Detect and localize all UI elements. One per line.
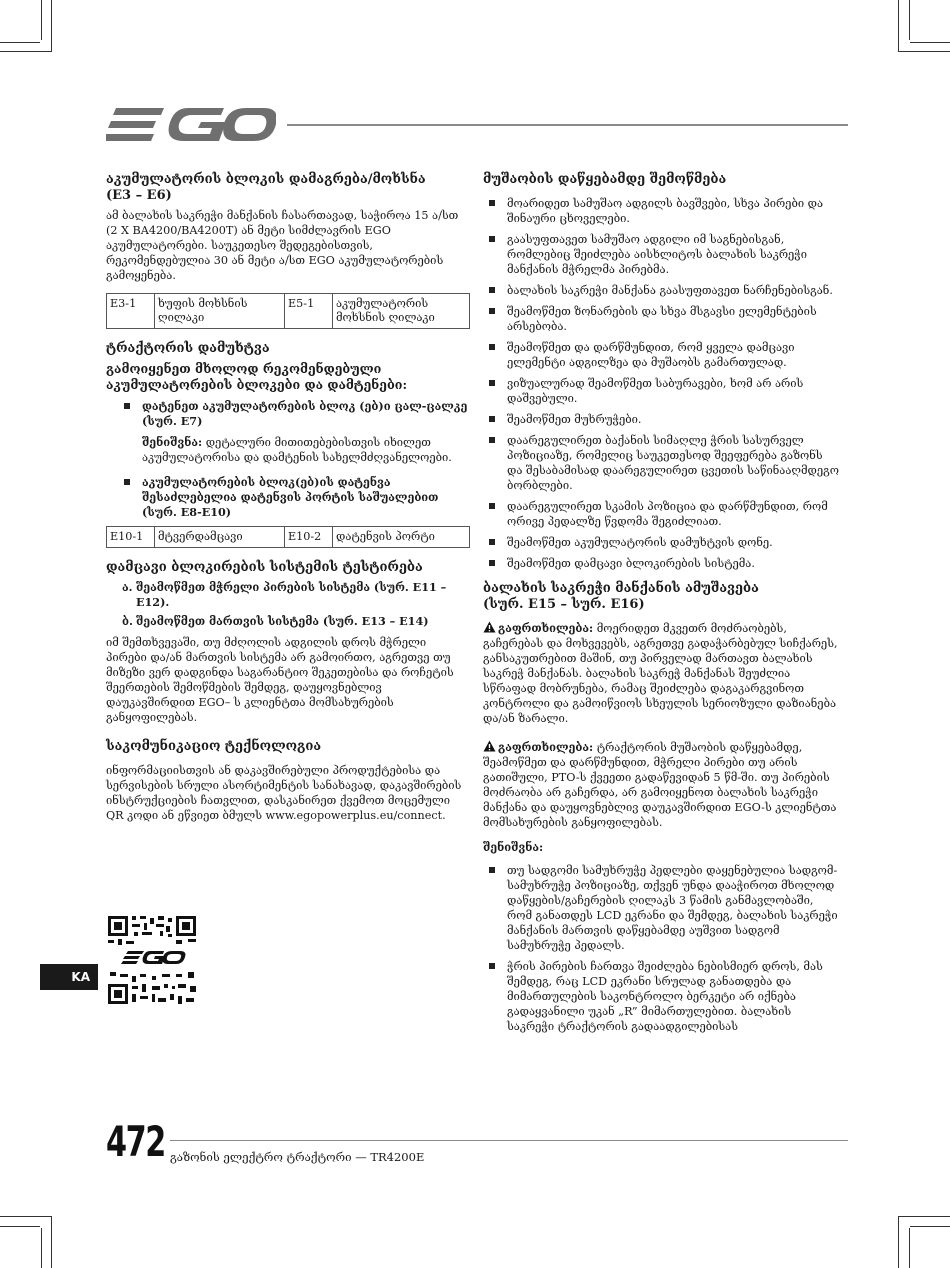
mower-start-title: ბალახის საკრეჭი მანქანის ამუშავება (სურ. E15 – სურ. E16) — [483, 581, 759, 612]
table-cell: ხუფის მოხსნის ღილაკი — [155, 294, 285, 329]
warning-triangle-icon — [483, 740, 496, 752]
table-cell: დატენვის პორტი — [333, 527, 470, 548]
warning-triangle-icon — [483, 621, 496, 633]
list-item: მოარიდეთ სამუშაო ადგილს ბავშვები, სხვა პირები და შინაური ცხოველები. — [483, 196, 841, 226]
list-item: შეამოწმეთ ზონარების და სხვა მსგავსი ელემენტების არსებობა. — [483, 304, 841, 334]
list-marker: ა. — [122, 580, 133, 594]
table-cell: E10-1 — [107, 527, 155, 548]
pre-start-check-title: მუშაობის დაწყებამდე შემოწმება — [483, 172, 727, 187]
charging-subtitle: გამოიყენეთ მხოლოდ რეკომენდებული აკუმულატორების ბლოკები და დამტენები: — [106, 361, 408, 392]
list-item-head: აკუმულატორების ბლოკ(ებ)ის დატენვა შესაძლებელია დატენვის პორტის საშუალებით (სურ. E8-E10) — [142, 475, 439, 519]
warning-label: გაფრთხილება: — [498, 621, 594, 635]
list-item-text: შეამოწმეთ მჭრელი პირების სისტემა (სურ. E11 – E12). — [136, 580, 447, 609]
warning-text: ტრაქტორის მუშაობის დაწყებამდე, შეამოწმეთ და დარწმუნდით, მჭრელი პირები თუ არის გათიშული, PTO-ს ქვეეთი გადაწევიდან 5 წმ-ში. თუ პირების მოძრაობა არ გაჩერდა, არ გამოიყენოთ ბალახის საკრეჭი მანქანა და დაუყოვნებლივ დაუკავშირდით EGO-ს კლიენტთა მომსახურების განყოფილებას. — [483, 741, 837, 829]
note-label: შენიშვნა: — [483, 840, 544, 854]
list-item: თუ სადგომი სამუხრუჭე პედლები დაყენებულია სადგომ-სამუხრუჭე პოზიციაზე, თქვენ უნდა დააჭიროთ მხოლოდ დაწყების/გაჩერების ღილაკს 3 წამის განმავლობაში, რომ განათდეს LCD ეკრანი და შემდეგ, ბალახის საკრეჭი მანქანის მართვის დაწყებამდე აუშვით სადგომ სამუხრუჭე პედალს. — [483, 863, 841, 953]
crop-mark — [41, 1228, 42, 1268]
pre-start-check-list — [483, 196, 841, 571]
ego-logo — [106, 104, 276, 144]
crop-mark — [898, 0, 899, 52]
list-item — [118, 399, 470, 465]
list-item — [118, 475, 470, 520]
list-item: შეამოწმეთ და დარწმუნდით, რომ ყველა დამცავი ელემენტი ადგილზეა და მუშაობს გამართულად. — [483, 340, 841, 370]
header-rule — [287, 124, 848, 126]
parts-table-e3 — [106, 293, 470, 329]
crop-mark — [51, 0, 52, 52]
qr-code[interactable] — [106, 914, 198, 1006]
table-cell: E5-1 — [285, 294, 333, 329]
table-row — [107, 527, 470, 548]
table-row — [107, 294, 470, 329]
list-item: დაარეგულირეთ ბაქანის სიმაღლე ჭრის სასურველ პოზიციაზე, რომელიც საუკეთესოდ შეეფერება გაზონს და შესაბამისად დაარეგულირეთ ცვეთის საწინააღმდეგო ბორბლები. — [483, 433, 841, 493]
interlock-test-body: იმ შემთხვევაში, თუ მძღოლის ადგილის დროს მჭრელი პირები და/ან მართვის სისტემა არ გამოირთო, აგრეთვე თუ მიზეზი ვერ დადგინდა საგარანტიო შეკეთებისა და როჩეტის შეერთების შემოწმების შემდეგ, დაუყოვნებლივ დაუკავშირდით EGO– ს კლიენტთა მომსახურების განყოფილებას. — [106, 636, 454, 724]
warning-label: გაფრთხილება: — [498, 740, 594, 754]
note-label: შენიშვნა: — [142, 435, 203, 449]
list-item: გაასუფთავეთ სამუშაო ადგილი იმ საგნებისგან, რომლებიც შეიძლება აისხლიტოს ბალახის საკრეჭი მანქანის მჭრელმა პირებმა. — [483, 232, 841, 277]
warning-text: მოერიდეთ მკვეთრ მოძრაობებს, გაჩერებას და მოხვევებს, აგრეთვე გადაჭარბებულ სიჩქარეს, განსაკუთრებით მაშინ, თუ პირველად მართავთ ბალახის საკრეჭ მანქანას. ბალახის საკრეჭ მანქანას შეუძლია სწრაფად მობრუნება, რამაც შეიძლება დაგაკარგვინოთ კონტროლი და გამოიწვიოს სხეულის სერიოზული დაზიანება და/ან ზარალი. — [483, 622, 838, 725]
crop-mark — [898, 1216, 950, 1217]
crop-mark — [910, 42, 950, 43]
list-item: შეამოწმეთ დამცავი ბლოკირების სისტემა. — [483, 556, 841, 571]
list-item: ბალახის საკრეჭი მანქანა გაასუფთავეთ ნარჩენებისგან. — [483, 283, 841, 298]
crop-mark — [41, 0, 42, 40]
list-marker: ბ. — [122, 614, 133, 628]
list-item — [122, 614, 470, 629]
parts-table-e10 — [106, 526, 470, 548]
note-text: დეტალური მითითებებისთვის იხილეთ აკუმულატორისა და დამტენის სახელმძღვანელოები. — [142, 436, 452, 464]
footer-rule — [170, 1140, 848, 1141]
list-item-head: დატენეთ აკუმულატორების ბლოკ (ებ)ი ცალ-ცალკე (სურ. E7) — [142, 399, 468, 428]
table-cell: მტვერდამცავი — [155, 527, 285, 548]
connectivity-title: საკომუნიკაციო ტექნოლოგია — [106, 739, 322, 754]
crop-mark — [909, 1228, 910, 1268]
battery-install-body: ამ ბალახის საკრეჭი მანქანის ჩასართავად, საჭიროა 15 ა/სთ (2 X BA4200/BA4200T) ან მეტი სიმძლავრის EGO აკუმულატორები. საუკეთესო შედეგებისთვის, რეკომენდებულია 30 ან მეტი ა/სთ EGO აკუმულატორების გამოყენება. — [106, 209, 459, 282]
list-item: შეამოწმეთ მუხრუჭები. — [483, 412, 841, 427]
interlock-test-list — [122, 580, 470, 629]
warning-2 — [483, 740, 841, 830]
right-column — [483, 172, 841, 1040]
crop-mark — [898, 1216, 899, 1268]
crop-mark — [909, 0, 910, 40]
crop-mark — [0, 42, 40, 43]
page-number: 472 — [106, 1117, 165, 1166]
list-item: ჭრის პირების ჩართვა შეიძლება ნებისმიერ დროს, მას შემდეგ, რაც LCD ეკრანი სრულად განათდება და მიმართულების საკონტროლო ბერკეტი არ იქნება გადაყვანილი უკან „R” მიმართულებით. ბალახის საკრეჭი ტრაქტორის გადაადგილებისას — [483, 959, 841, 1034]
charging-list — [118, 399, 470, 520]
list-item-text: შეამოწმეთ მართვის სისტემა (სურ. E13 – E14) — [136, 614, 429, 628]
charging-title: ტრაქტორის დამუხტვა — [106, 341, 270, 356]
notes-list — [483, 863, 841, 1034]
table-cell: E10-2 — [285, 527, 333, 548]
list-item-note — [142, 435, 470, 465]
language-tab: KA — [40, 964, 98, 990]
crop-mark — [910, 1226, 950, 1227]
list-item: დაარეგულირეთ სკამის პოზიცია და დარწმუნდით, რომ ორივე პედალზე წვდომა შეგიძლიათ. — [483, 499, 841, 529]
footer-title: გაზონის ელექტრო ტრაქტორი — TR4200E — [170, 1150, 425, 1164]
connectivity-body: ინფორმაციისთვის ან დაკავშირებული პროდუქტებისა და სერვისების სრული ასორტიმენტის სანახავად, დაკავშირების ინსტრუქციების ჩათვლით, დასკანირეთ ქვემოთ მოცემული QR კოდი ან ეწვიეთ ბმულს www.egopowerplus.eu/connect. — [106, 764, 462, 822]
crop-mark — [0, 1226, 40, 1227]
left-column — [106, 172, 470, 831]
interlock-test-title: დამცავი ბლოკირების სისტემის ტესტირება — [106, 560, 423, 575]
crop-mark — [51, 1216, 52, 1268]
list-item: შეამოწმეთ აკუმულატორის დამუხტვის დონე. — [483, 535, 841, 550]
crop-mark — [898, 51, 950, 52]
table-cell: E3-1 — [107, 294, 155, 329]
warning-1 — [483, 621, 841, 726]
table-cell: აკუმულატორის მოხსნის ღილაკი — [333, 294, 470, 329]
crop-mark — [0, 51, 52, 52]
list-item: ვიზუალურად შეამოწმეთ საბურავები, ხომ არ არის დაშვებული. — [483, 376, 841, 406]
crop-mark — [0, 1216, 52, 1217]
battery-install-title: აკუმულატორის ბლოკის დამაგრება/მოხსნა (E3 – E6) — [106, 172, 426, 203]
list-item — [122, 580, 470, 610]
